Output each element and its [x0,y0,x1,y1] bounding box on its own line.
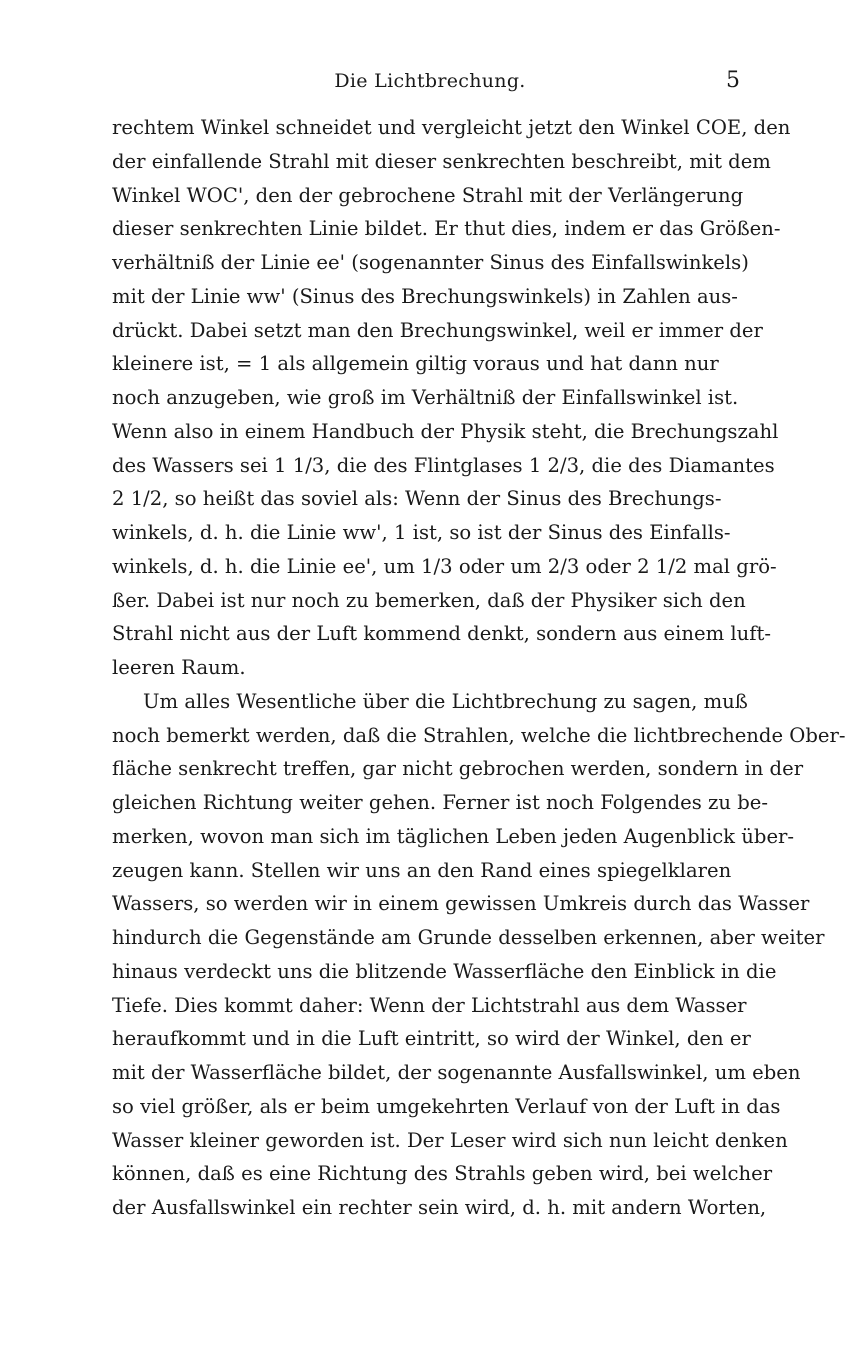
text-line: noch bemerkt werden, daß die Strahlen, welche die lichtbrechende Ober- [112,723,845,747]
text-line: der Ausfallswinkel ein rechter sein wird, d. h. mit andern Worten, [112,1196,767,1219]
text-line: hindurch die Gegenstände am Grunde desselben erkennen, aber weiter [112,926,825,949]
text-line: hinaus verdeckt uns die blitzende Wasserfläche den Einblick in die [112,959,777,983]
text-line: Winkel WOC', den der gebrochene Strahl mit der Verlängerung [112,183,744,207]
text-line: mit der Linie ww' (Sinus des Brechungswinkels) in Zahlen aus- [112,284,738,308]
text-line: zeugen kann. Stellen wir uns an den Rand eines spiegelklaren [112,858,732,882]
text-line: drückt. Dabei setzt man den Brechungswinkel, weil er immer der [112,318,763,342]
text-line: können, daß es eine Richtung des Strahls geben wird, bei welcher [112,1162,773,1186]
text-line: Wasser kleiner geworden ist. Der Leser wird sich nun leicht denken [112,1128,788,1152]
text-line: fläche senkrecht treffen, gar nicht gebrochen werden, sondern in der [112,757,804,781]
text-line: Um alles Wesentliche über die Lichtbrechung zu sagen, muß [143,689,748,713]
body-text [112,111,845,1225]
text-line: des Wassers sei 1 1/3, die des Flintglases 1 2/3, die des Diamantes [112,453,775,477]
text-line: gleichen Richtung weiter gehen. Ferner ist noch Folgendes zu be- [112,791,768,814]
running-title: Die Lichtbrechung. [334,70,526,92]
text-line: mit der Wasserfläche bildet, der sogenannte Ausfallswinkel, um eben [112,1061,801,1084]
text-line: Wassers, so werden wir in einem gewissen Umkreis durch das Wasser [112,892,810,916]
text-line: Strahl nicht aus der Luft kommend denkt, sondern aus einem luft- [112,622,772,646]
text-line: dieser senkrechten Linie bildet. Er thut dies, indem er das Größen- [112,217,781,241]
text-line: Tiefe. Dies kommt daher: Wenn der Lichtstrahl aus dem Wasser [112,993,747,1017]
page-number: 5 [726,68,740,93]
text-line: leeren Raum. [112,656,246,679]
text-line: Wenn also in einem Handbuch der Physik steht, die Brechungszahl [112,419,779,443]
text-line: ßer. Dabei ist nur noch zu bemerken, daß der Physiker sich den [112,588,746,612]
text-line: noch anzugeben, wie groß im Verhältniß der Einfallswinkel ist. [112,386,739,409]
text-line: heraufkommt und in die Luft eintritt, so wird der Winkel, den er [112,1027,751,1051]
text-line: winkels, d. h. die Linie ee', um 1/3 oder um 2/3 oder 2 1/2 mal grö- [112,554,777,578]
text-line: merken, wovon man sich im täglichen Leben jeden Augenblick über- [112,824,795,848]
text-line: der einfallende Strahl mit dieser senkrechten beschreibt, mit dem [112,149,771,173]
text-line: winkels, d. h. die Linie ww', 1 ist, so ist der Sinus des Einfalls- [112,521,731,544]
text-line: kleinere ist, = 1 als allgemein giltig voraus und hat dann nur [112,352,719,376]
text-line: 2 1/2, so heißt das soviel als: Wenn der Sinus des Brechungs- [112,487,722,511]
running-head [120,70,740,100]
text-line: verhältniß der Linie ee' (sogenannter Sinus des Einfallswinkels) [112,251,749,274]
text-line: rechtem Winkel schneidet und vergleicht jetzt den Winkel COE, den [112,116,791,139]
text-line: so viel größer, als er beim umgekehrten Verlauf von der Luft in das [112,1094,781,1118]
